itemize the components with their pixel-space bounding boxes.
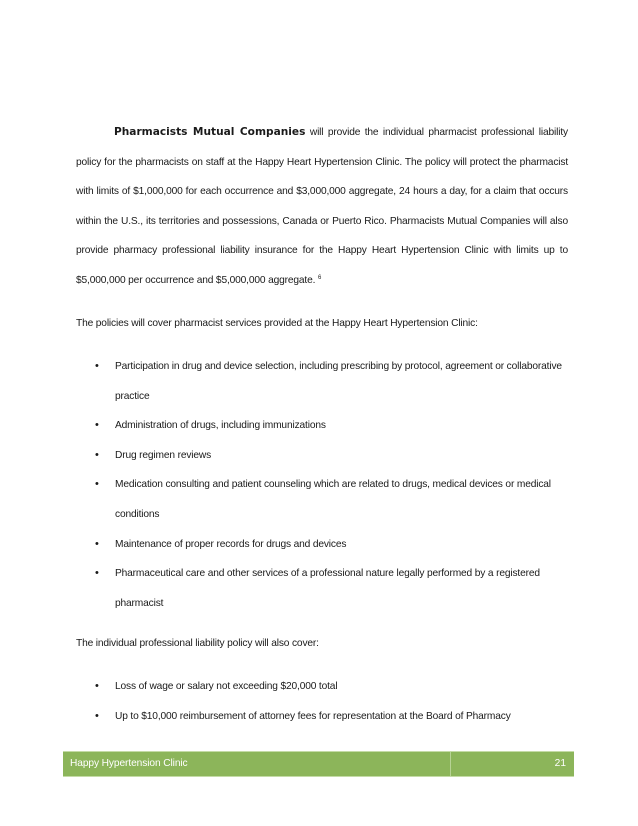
coverage-heading: The individual professional liability policy will also cover: [76, 638, 319, 649]
services-heading: The policies will cover pharmacist services provided at the Happy Heart Hypertension Clinic: [76, 318, 478, 329]
company-name: Pharmacists Mutual Companies [114, 126, 306, 138]
page-footer [63, 751, 574, 777]
list-item: • Pharmaceutical care and other services of a professional nature legally performed by a registered pharmacist [95, 559, 565, 618]
services-list [95, 352, 565, 618]
page-number: 21 [554, 758, 566, 769]
list-item: • Participation in drug and device selection, including prescribing by protocol, agreement or collaborative practice [95, 352, 565, 411]
bullet-icon: • [95, 680, 99, 692]
list-item: • Loss of wage or salary not exceeding $20,000 total [95, 672, 565, 702]
bullet-icon: • [95, 709, 99, 722]
bullet-icon: • [95, 419, 99, 432]
bullet-icon: • [95, 360, 99, 372]
intro-paragraph [76, 118, 568, 296]
footer-title: Happy Hypertension Clinic [70, 758, 188, 769]
list-item: • Medication consulting and patient counseling which are related to drugs, medical devices or medical conditions [95, 470, 565, 529]
footer-divider [450, 752, 451, 776]
bullet-icon: • [95, 478, 99, 491]
footnote-marker: 6 [318, 274, 322, 281]
bullet-icon: • [95, 537, 99, 550]
list-item: • Drug regimen reviews [95, 441, 565, 471]
intro-text: will provide the individual pharmacist professional liability policy for the pharmacists on staff at the Happy Heart Hypertension Clinic. The policy will protect the pharmacist with limits of $1,000,000 for each occurrence and $3,000,000 aggregate, 24 hours a day, for a claim that occurs within the U.S., its territories and possessions, Canada or Puerto Rico. Pharmacists Mutual Companies will also provide pharmacy professional liability insurance for the Happy Heart Hypertension Clinic with limits up to $5,000,000 per occurrence and $5,000,000 aggregate. [76, 127, 568, 286]
list-item: • Up to $10,000 reimbursement of attorney fees for representation at the Board of Pharmacy [95, 702, 565, 732]
coverage-list [95, 672, 565, 731]
list-item: • Maintenance of proper records for drugs and devices [95, 530, 565, 560]
bullet-icon: • [95, 567, 99, 580]
bullet-icon: • [95, 448, 99, 461]
list-item: • Administration of drugs, including immunizations [95, 411, 565, 441]
